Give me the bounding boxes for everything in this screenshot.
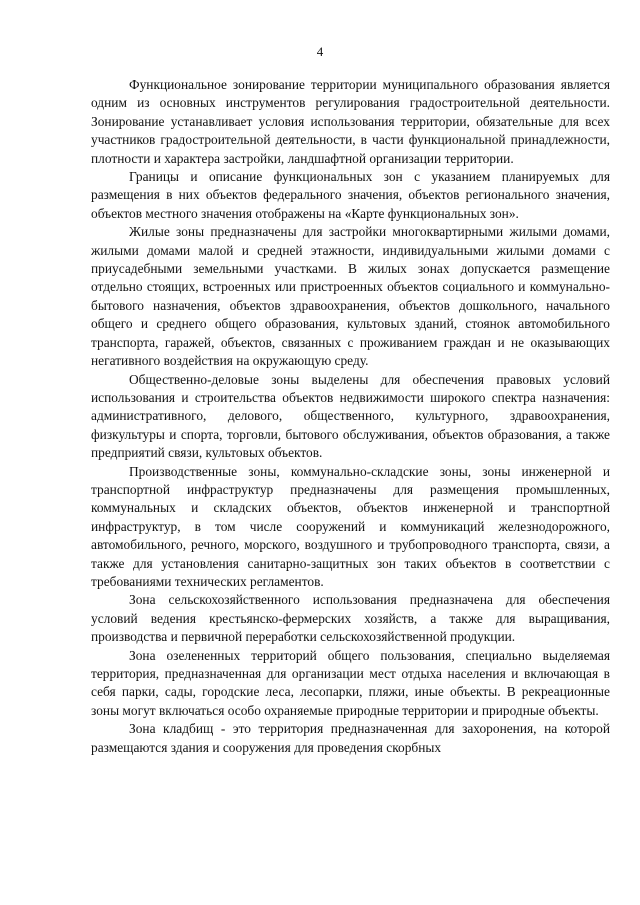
paragraph-public-business-zones: Общественно-деловые зоны выделены для обеспечения правовых условий использования и строительства объектов недвижимости широкого спектра назначения: административного, делового, общественного, культурного, здравоохранения, физкультуры и спорта, торговли, бытового обслуживания, объектов образования, а также предприятий связи, культовых объектов.: [91, 371, 610, 461]
document-body: [91, 76, 610, 757]
page-number: 4: [316, 44, 324, 59]
paragraph-residential-zones: Жилые зоны предназначены для застройки многоквартирными жилыми домами, жилыми домами малой и средней этажности, индивидуальными жилыми домами с приусадебными земельными участками. В жилых зонах допускается размещение отдельно стоящих, встроенных или пристроенных объектов социального и коммунально-бытового назначения, объектов здравоохранения, объектов дошкольного, начального общего и среднего общего образования, культовых зданий, стоянок автомобильного транспорта, гаражей, объектов, связанных с проживанием граждан и не оказывающих негативного воздействия на окружающую среду.: [91, 224, 610, 369]
paragraph-agricultural-zone: Зона сельскохозяйственного использования предназначена для обеспечения условий ведения крестьянско-фермерских хозяйств, а также для выращивания, производства и первичной переработки сельскохозяйственной продукции.: [91, 592, 610, 645]
paragraph-functional-zoning: Функциональное зонирование территории муниципального образования является одним из основных инструментов регулирования градостроительной деятельности. Зонирование устанавливает условия использования территории, обязательные для всех участников градостроительной деятельности, в части функциональной принадлежности, плотности и характера застройки, ландшафтной организации территории.: [91, 77, 610, 166]
paragraph-production-zones: Производственные зоны, коммунально-складские зоны, зоны инженерной и транспортной инфраструктур предназначены для размещения промышленных, коммунальных и складских объектов, объектов инженерной и транспортной инфраструктур, в том числе сооружений и коммуникаций железнодорожного, автомобильного, речного, морского, воздушного и трубопроводного транспорта, связи, а также для установления санитарно-защитных зон таких объектов в соответствии с требованиями технических регламентов.: [91, 463, 610, 589]
paragraph-cemetery-zone: Зона кладбищ - это территория предназначенная для захоронения, на которой размещаются здания и сооружения для проведения скорбных: [91, 721, 610, 755]
paragraph-green-areas-zone: Зона озелененных территорий общего пользования, специально выделяемая территория, предназначенная для организации мест отдыха населения и включающая в себя парки, сады, городские леса, лесопарки, пляжи, иные объекты. В рекреационные зоны могут включаться особо охраняемые природные территории и природные объекты.: [91, 647, 610, 718]
paragraph-zone-boundaries: Границы и описание функциональных зон с указанием планируемых для размещения в них объектов федерального значения, объектов регионального значения, объектов местного значения отображены на «Карте функциональных зон».: [91, 169, 610, 221]
